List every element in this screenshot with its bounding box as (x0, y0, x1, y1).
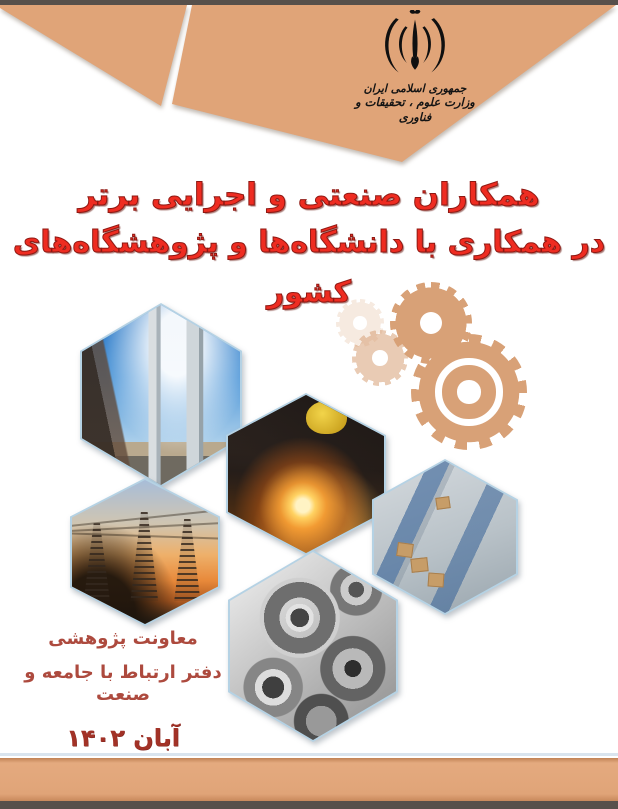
cover-title (0, 172, 618, 318)
bottom-accent-line (0, 753, 618, 756)
office-name: دفتر ارتباط با جامعه و صنعت (24, 662, 222, 705)
hexagon-gears (228, 550, 398, 742)
power-transmission-towers-photo (72, 480, 218, 624)
bottom-border-bar (0, 801, 618, 809)
power-tower-shape (174, 519, 200, 601)
cover-title-line2: در همکاری با دانشگاه‌ها و پژوهشگاه‌های کشور (12, 225, 606, 310)
cover-title-line1: همکاران صنعتی و اجرایی برتر (78, 177, 540, 213)
cardboard-box-shape (427, 573, 444, 588)
oil-refinery-photo (82, 305, 240, 485)
welder-grinding-sparks-photo (228, 395, 384, 553)
top-border-bar (0, 0, 618, 5)
hexagon-welder (226, 393, 386, 555)
welder-helmet-shape (306, 401, 347, 434)
ministry-header (337, 10, 493, 125)
hexagon-refinery (80, 303, 242, 487)
decor-gear-small-icon (352, 330, 408, 386)
bottom-salmon-bar (0, 758, 618, 801)
mechanical-gears-photo (230, 552, 396, 740)
hexagon-power-lines (70, 478, 220, 626)
cardboard-box-shape (436, 497, 452, 511)
cardboard-box-shape (410, 557, 428, 573)
footer-department-block (0, 628, 246, 752)
publication-date: آبان ۱۴۰۲ (66, 724, 180, 752)
iran-emblem-icon (374, 10, 456, 82)
ministry-name: وزارت علوم ، تحقیقات و فناوری (355, 95, 475, 124)
header-ribbons (0, 0, 618, 190)
country-name: جمهوری اسلامی ایران (363, 82, 467, 95)
deputy-name: معاونت پژوهشی (48, 628, 198, 649)
decor-gear-large-icon (411, 334, 527, 450)
cardboard-box-shape (396, 542, 414, 558)
